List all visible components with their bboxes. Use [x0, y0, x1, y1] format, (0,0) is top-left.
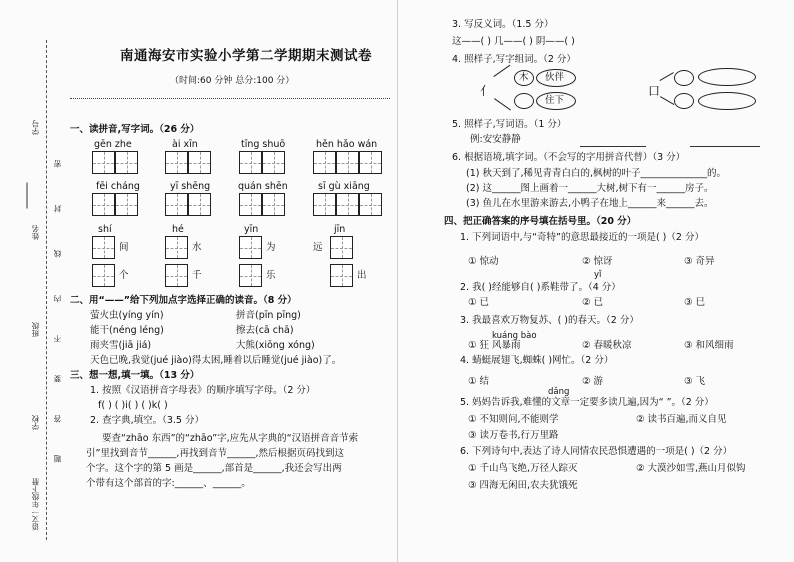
- margin-label-school: 学校: [31, 415, 40, 430]
- seal-char: 答: [53, 415, 62, 423]
- writing-box[interactable]: [239, 264, 262, 287]
- question-text: 2. 查字典,填空。（3.5 分）: [90, 415, 204, 426]
- choice-option[interactable]: ② 春暖秋凉: [582, 340, 632, 351]
- word-oval[interactable]: [698, 92, 756, 110]
- question-text: 3. 写反义词。（1.5 分）: [452, 19, 554, 30]
- fill-sentence[interactable]: (2) 这______图上画着一______大树,树下有一______房子。: [466, 183, 714, 194]
- given-char: 木: [519, 72, 529, 83]
- antonym-line[interactable]: 这——( ) 几——( ) 阴——( ): [452, 36, 575, 47]
- pinyin-label: hé: [172, 224, 184, 235]
- reading-option[interactable]: 雨夹雪(jiā jiá): [90, 340, 152, 351]
- paragraph-line: 要查“zhāo 东西”的“zhāo”字,应先从字典的“汉语拼音音节索: [102, 433, 359, 444]
- paragraph-line[interactable]: 个带有这个部首的字:______、______。: [86, 478, 251, 489]
- choice-option[interactable]: ③ 读万卷书,行万里路: [468, 430, 559, 441]
- writing-box[interactable]: [330, 264, 353, 287]
- section-2-title: 二、用“——”给下列加点字选择正确的读音。（8 分）: [70, 295, 297, 306]
- choice-option[interactable]: ② 惊讶: [582, 256, 613, 267]
- choice-option[interactable]: ① 已: [468, 297, 490, 308]
- reading-option[interactable]: 大熊(xiōng xóng): [236, 340, 315, 351]
- writing-box[interactable]: [188, 193, 211, 216]
- section-3-title: 三、想一想,填一填。（13 分）: [70, 370, 200, 381]
- reading-sentence[interactable]: 天色已晚,我觉(jué jiào)得太困,睡着以后睡觉(jué jiào)了。: [90, 355, 342, 366]
- choice-option[interactable]: ① 结: [468, 376, 490, 387]
- given-char: 水: [192, 242, 202, 253]
- page-fold: [397, 0, 398, 562]
- given-char: 为: [266, 242, 276, 253]
- writing-box[interactable]: [165, 151, 188, 174]
- question-text: 6. 根据语境,填字词。（不会写的字用拼音代替）（3 分）: [452, 152, 686, 163]
- radical-char: 口: [648, 84, 661, 98]
- pinyin-label: hěn hǎo wán: [316, 139, 378, 150]
- pinyin-label: yī shēng: [170, 181, 211, 192]
- alphabet-fill-line[interactable]: f( ) ( )i( ) ( )k( ): [98, 400, 168, 411]
- seal-char: 内: [53, 295, 62, 303]
- section-1-title: 一、读拼音,写字词。（26 分）: [70, 124, 200, 135]
- reading-option[interactable]: 能干(néng léng): [90, 325, 164, 336]
- writing-box[interactable]: [359, 151, 382, 174]
- answer-line[interactable]: [580, 146, 646, 147]
- char-circle[interactable]: [674, 93, 694, 109]
- given-char: 间: [119, 242, 129, 253]
- choice-question: 5. 妈妈告诉我,难懂的文章一定要多读几遍,因为“ ”。（2 分）: [460, 397, 714, 408]
- choice-option[interactable]: ③ 奇异: [684, 256, 715, 267]
- margin-label-class: 班级: [31, 322, 40, 337]
- given-char: 远: [313, 242, 323, 253]
- pinyin-label: jīn: [334, 224, 346, 235]
- radical-char: 亻: [480, 84, 493, 98]
- paragraph-line[interactable]: 引”里找到音节______,再找到音节______,然后根据页码找到这: [86, 448, 344, 459]
- choice-question: 1. 下列词语中,与“奇特”的意思最接近的一项是( )（2 分）: [460, 232, 704, 243]
- margin-label-bottom: 语文一年级下册: [31, 478, 40, 531]
- seal-char: 封: [53, 205, 62, 213]
- writing-box[interactable]: [92, 264, 115, 287]
- seal-char: 要: [53, 375, 62, 383]
- pinyin-label: ài xīn: [172, 139, 198, 150]
- choice-question: 2. 我( )经能够自( )系鞋带了。（4 分）: [460, 282, 621, 293]
- seal-char: 线: [53, 250, 62, 258]
- given-char: 出: [357, 270, 367, 281]
- seal-char: 不: [53, 335, 62, 343]
- char-circle[interactable]: [514, 93, 534, 109]
- page-title: 南通海安市实验小学第二学期期末测试卷: [120, 48, 372, 64]
- given-char: 乐: [266, 270, 276, 281]
- choice-option[interactable]: ② 已: [582, 297, 604, 308]
- pinyin-hint: yǐ: [594, 270, 602, 280]
- choice-option[interactable]: ① 狂 风暴雨: [468, 340, 521, 351]
- writing-box[interactable]: [92, 193, 115, 216]
- writing-box[interactable]: [359, 193, 382, 216]
- choice-option[interactable]: ③ 和风细雨: [684, 340, 734, 351]
- pinyin-label: yīn: [244, 224, 259, 235]
- margin-label-id: 学号: [31, 120, 40, 135]
- example-text: 例:安安静静: [470, 134, 521, 145]
- choice-option[interactable]: ② 读书百遍,而义自见: [636, 414, 727, 425]
- choice-question: 3. 我最喜欢万物复苏、( )的春天。（2 分）: [460, 315, 639, 326]
- pinyin-label: fēi cháng: [96, 181, 140, 192]
- pinyin-label: gēn zhe: [94, 139, 132, 150]
- writing-box[interactable]: [239, 236, 262, 259]
- fill-sentence[interactable]: (3) 鱼儿在水里游来游去,小鸭子在地上______来______去。: [466, 198, 714, 209]
- pinyin-hint: kuáng bào: [492, 331, 537, 341]
- example-word: 住下: [545, 95, 565, 106]
- choice-option[interactable]: ② 游: [582, 376, 604, 387]
- choice-option[interactable]: ① 不知则问,不能则学: [468, 414, 559, 425]
- question-text: 4. 照样子,写字组词。（2 分）: [452, 54, 576, 65]
- writing-box[interactable]: [165, 264, 188, 287]
- char-circle[interactable]: [674, 70, 694, 86]
- writing-box[interactable]: [336, 193, 359, 216]
- given-char: 个: [119, 270, 129, 281]
- given-char: 千: [192, 270, 202, 281]
- writing-box[interactable]: [115, 151, 138, 174]
- page-subtitle: （时间:60 分钟 总分:100 分）: [170, 76, 295, 86]
- question-text: 5. 照样子,写词语。（1 分）: [452, 119, 567, 130]
- margin-label-name: 姓名: [31, 225, 40, 240]
- reading-option[interactable]: 擦去(cā chā): [236, 325, 294, 336]
- writing-box[interactable]: [336, 151, 359, 174]
- writing-box[interactable]: [188, 151, 211, 174]
- choice-option[interactable]: ③ 飞: [684, 376, 706, 387]
- choice-option[interactable]: ① 千山鸟飞绝,万径人踪灭: [468, 463, 578, 474]
- seal-char: 题: [53, 455, 62, 463]
- pinyin-label: quán shēn: [238, 181, 288, 192]
- writing-box[interactable]: [313, 193, 336, 216]
- word-oval[interactable]: [698, 68, 756, 86]
- writing-box[interactable]: [313, 151, 336, 174]
- question-text: 1. 按照《汉语拼音字母表》的顺序填写字母。（2 分）: [90, 385, 316, 396]
- pinyin-hint: dǎng: [548, 387, 570, 397]
- choice-option[interactable]: ① 惊动: [468, 256, 499, 267]
- writing-box[interactable]: [239, 151, 262, 174]
- seal-char: 密: [53, 160, 62, 168]
- pinyin-label: shí: [98, 224, 112, 235]
- choice-question: 6. 下列诗句中,表达了诗人同情农民恐惧遭遇的一项是( )（2 分）: [460, 446, 733, 457]
- writing-box[interactable]: [92, 236, 115, 259]
- writing-box[interactable]: [262, 193, 285, 216]
- answer-line[interactable]: [690, 146, 760, 147]
- fill-sentence[interactable]: (1) 秋天到了,稀见青青白白的,枫树的叶子______________的。: [466, 168, 727, 179]
- reading-option[interactable]: 萤火虫(yíng yín): [90, 310, 164, 321]
- reading-option[interactable]: 拼音(pīn pīng): [236, 310, 301, 321]
- writing-box[interactable]: [330, 236, 353, 259]
- choice-option[interactable]: ③ 四海无闲田,农夫犹饿死: [468, 480, 578, 491]
- writing-box[interactable]: [239, 193, 262, 216]
- section-4-title: 四、把正确答案的序号填在括号里。（20 分）: [444, 216, 637, 227]
- choice-question: 4. 蜻蜓展翅飞,蜘蛛( )网忙。（2 分）: [460, 355, 614, 366]
- choice-option[interactable]: ② 大漠沙如雪,燕山月似钩: [636, 463, 746, 474]
- header-divider: [70, 98, 390, 99]
- writing-box[interactable]: [262, 151, 285, 174]
- paragraph-line[interactable]: 个字。这个字的第 5 画是______,部首是______,我还会写出两: [86, 463, 342, 474]
- writing-box[interactable]: [92, 151, 115, 174]
- binding-line: [46, 40, 47, 540]
- pinyin-label: tīng shuō: [241, 139, 286, 150]
- example-word: 伙伴: [545, 72, 565, 83]
- writing-box[interactable]: [165, 236, 188, 259]
- writing-box[interactable]: [115, 193, 138, 216]
- writing-box[interactable]: [165, 193, 188, 216]
- choice-option[interactable]: ③ 巳: [684, 297, 706, 308]
- pinyin-label: sī gù xiāng: [318, 181, 370, 192]
